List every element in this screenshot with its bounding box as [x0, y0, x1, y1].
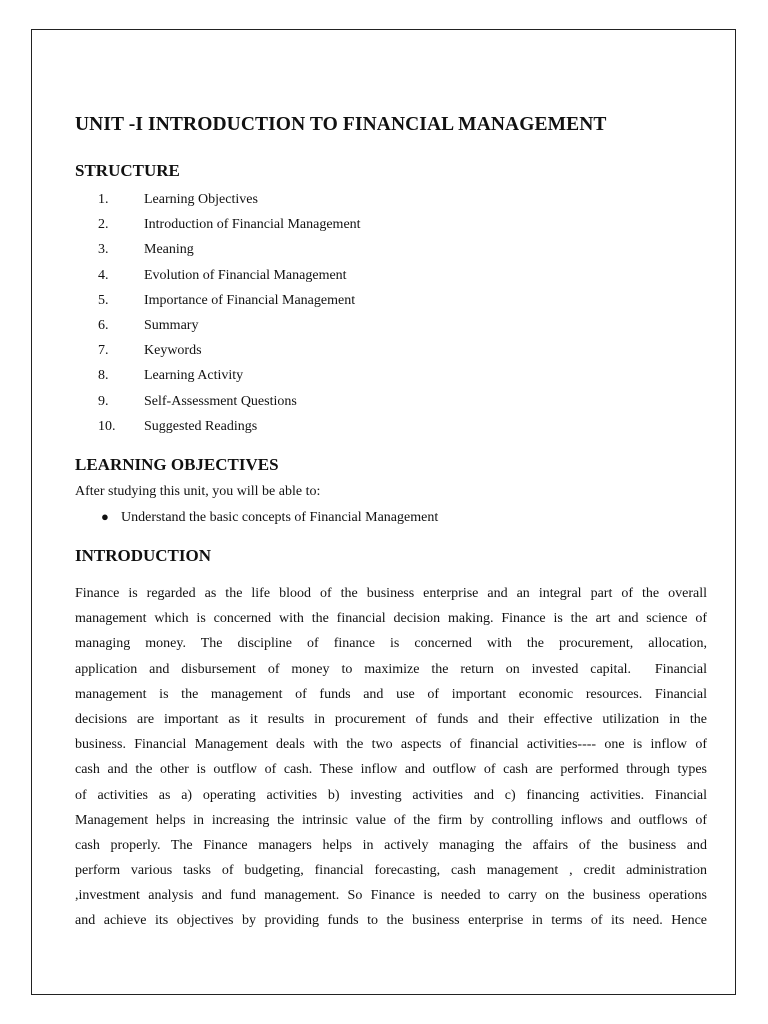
- structure-item: [98, 316, 361, 341]
- learning-objectives-heading: LEARNING OBJECTIVES: [75, 455, 279, 474]
- structure-item-label: Evolution of Financial Management: [144, 267, 347, 283]
- paragraph-line: cash and the other is outflow of cash. These inflow and outflow of cash are performed through types: [75, 762, 707, 778]
- paragraph-line: Finance is regarded as the life blood of the business enterprise and an integral part of the overall: [75, 586, 707, 601]
- introduction-paragraph: [75, 581, 707, 934]
- objective-text: Understand the basic concepts of Financial Management: [121, 510, 439, 525]
- paragraph-line: business. Financial Management deals with the two aspects of financial activities---- one is inflow of: [75, 737, 707, 753]
- paragraph-line: cash properly. The Finance managers helps in actively managing the affairs of the business and: [75, 837, 707, 853]
- structure-item-number: 4.: [98, 267, 109, 283]
- structure-item-label: Importance of Financial Management: [144, 292, 356, 308]
- structure-item-number: 3.: [98, 242, 109, 258]
- structure-item-label: Introduction of Financial Management: [144, 217, 361, 233]
- paragraph-line: ,investment analysis and fund management. So Finance is needed to carry on the business operations: [75, 888, 707, 904]
- structure-item: [98, 392, 361, 417]
- paragraph-line: perform various tasks of budgeting, financial forecasting, cash management , credit administration: [75, 863, 707, 879]
- paragraph-line: and achieve its objectives by providing funds to the business enterprise in terms of its need. Hence: [75, 913, 707, 929]
- learning-objectives-intro: After studying this unit, you will be able to:: [75, 484, 321, 499]
- paragraph-line: managing money. The discipline of finance is concerned with the procurement, allocation,: [75, 636, 707, 652]
- structure-item-number: 2.: [98, 217, 109, 233]
- bullet-icon: ●: [101, 509, 109, 524]
- structure-item-label: Self-Assessment Questions: [144, 393, 297, 409]
- structure-item: [98, 341, 361, 366]
- structure-item-number: 1.: [98, 192, 109, 207]
- paragraph-line: of activities as a) operating activities b) investing activities and c) financing activities. Financial: [75, 787, 707, 803]
- structure-item-number: 7.: [98, 343, 109, 359]
- structure-item: [98, 190, 361, 215]
- paragraph-line: management is the management of funds and use of important economic resources. Financial: [75, 686, 707, 702]
- structure-item: [98, 366, 361, 391]
- learning-objectives-list: [101, 509, 438, 526]
- structure-list: [98, 190, 361, 442]
- paragraph-line: decisions are important as it results in procurement of funds and their effective utilization in the: [75, 711, 707, 727]
- structure-item: [98, 240, 361, 265]
- structure-item-label: Suggested Readings: [144, 418, 258, 434]
- structure-item-label: Keywords: [144, 343, 202, 359]
- structure-item-number: 6.: [98, 317, 109, 333]
- structure-item-label: Learning Objectives: [144, 192, 258, 207]
- structure-item-number: 9.: [98, 393, 109, 409]
- structure-item: [98, 417, 361, 442]
- structure-item: [98, 291, 361, 316]
- structure-heading: STRUCTURE: [75, 161, 180, 180]
- structure-item: [98, 215, 361, 240]
- objective-item: [101, 509, 438, 526]
- structure-item: [98, 266, 361, 291]
- paragraph-line: management which is concerned with the financial decision making. Finance is the art and science of: [75, 611, 707, 627]
- structure-item-number: 8.: [98, 368, 109, 384]
- paragraph-line: Management helps in increasing the intrinsic value of the firm by controlling inflows and outflows of: [75, 812, 707, 828]
- structure-item-label: Learning Activity: [144, 368, 244, 384]
- structure-item-label: Meaning: [144, 242, 194, 258]
- structure-item-label: Summary: [144, 317, 199, 333]
- structure-item-number: 10.: [98, 418, 116, 434]
- structure-item-number: 5.: [98, 292, 109, 308]
- introduction-heading: INTRODUCTION: [75, 546, 212, 565]
- paragraph-line: application and disbursement of money to maximize the return on invested capital. Financial: [75, 661, 707, 677]
- page-title: UNIT -I INTRODUCTION TO FINANCIAL MANAGEMENT: [75, 114, 607, 135]
